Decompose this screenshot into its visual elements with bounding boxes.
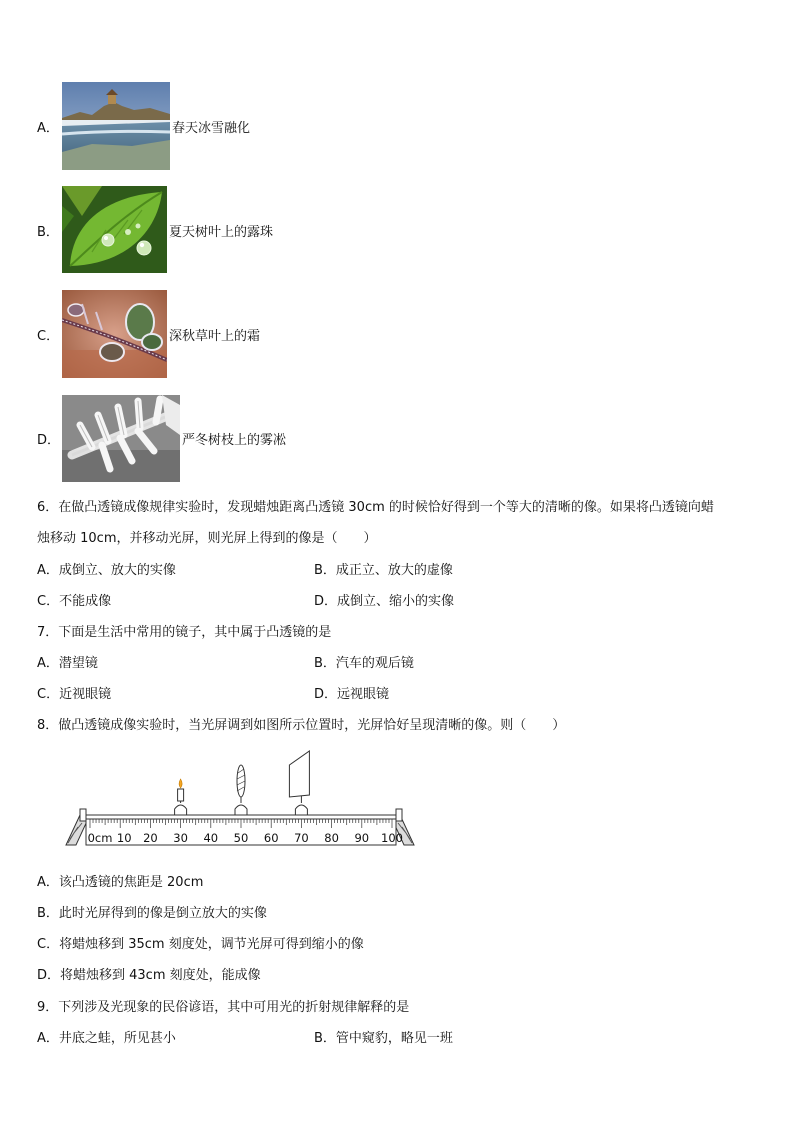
q7-option-a: A．潜望镜 <box>37 656 98 671</box>
q7-stem: 7．下面是生活中常用的镜子，其中属于凸透镜的是 <box>37 625 332 640</box>
option-letter: A． <box>37 121 59 136</box>
q7-option-c: C．近视眼镜 <box>37 687 112 702</box>
q9-option-a: A．井底之蛙，所见甚小 <box>37 1031 176 1046</box>
q6-stem-line2: 烛移动 10cm，并移动光屏，则光屏上得到的像是（ ） <box>37 531 377 546</box>
q8-option-c: C．将蜡烛移到 35cm 刻度处，调节光屏可得到缩小的像 <box>37 937 364 952</box>
option-caption: 深秋草叶上的霜 <box>169 329 261 344</box>
option-letter: B． <box>37 225 59 240</box>
q9-option-b: B．管中窥豹，略见一班 <box>314 1031 453 1046</box>
optical-bench-diagram <box>62 745 422 857</box>
q8-option-a: A．该凸透镜的焦距是 20cm <box>37 875 204 890</box>
candle-flame <box>179 779 182 788</box>
scale-label: 90 <box>354 831 370 845</box>
holder-base <box>175 805 187 815</box>
right-end-post <box>396 809 402 821</box>
q7-option-d: D．远视眼镜 <box>314 687 390 702</box>
q9-stem: 9．下列涉及光现象的民俗谚语，其中可用光的折射规律解释的是 <box>37 1000 410 1015</box>
q7-option-b: B．汽车的观后镜 <box>314 656 414 671</box>
dew-on-leaf-photo <box>62 186 167 273</box>
q6-option-b: B．成正立、放大的虚像 <box>314 563 453 578</box>
option-letter: C． <box>37 329 60 344</box>
option-caption: 春天冰雪融化 <box>172 121 251 136</box>
q6-option-d: D．成倒立、缩小的实像 <box>314 594 455 609</box>
q8-option-d: D．将蜡烛移到 43cm 刻度处，能成像 <box>37 968 261 983</box>
frost-on-leaves-photo <box>62 290 167 378</box>
scale-label: 10 <box>116 831 132 845</box>
scale-label: 60 <box>263 831 279 845</box>
scale-label: 70 <box>294 831 309 845</box>
rime-on-branch-photo <box>62 395 180 482</box>
scale-label: 80 <box>324 831 339 845</box>
left-end-post <box>80 809 86 821</box>
scale-label: 100 <box>381 831 403 845</box>
holder-base <box>295 805 307 815</box>
q8-option-b: B．此时光屏得到的像是倒立放大的实像 <box>37 906 267 921</box>
optical-bench-svg <box>62 745 422 857</box>
scale-label: 30 <box>173 831 188 845</box>
scale-label: 50 <box>233 831 249 845</box>
q6-option-c: C．不能成像 <box>37 594 112 609</box>
candle-body <box>178 789 184 801</box>
q6-stem-line1: 6．在做凸透镜成像规律实验时，发现蜡烛距离凸透镜 30cm 的时候恰好得到一个等大的清晰的像。如果将凸透镜向蜡 <box>37 500 714 515</box>
q8-stem: 8．做凸透镜成像实验时，当光屏调到如图所示位置时，光屏恰好呈现清晰的像。则（ ） <box>37 718 566 733</box>
scale-label: 0cm <box>87 831 113 845</box>
option-caption: 严冬树枝上的雾凇 <box>182 433 287 448</box>
holder-base <box>235 805 247 815</box>
scale-label: 20 <box>143 831 158 845</box>
melting-ice-lake-photo <box>62 82 170 170</box>
light-screen <box>289 751 309 797</box>
option-letter: D． <box>37 433 61 448</box>
convex-lens <box>237 765 245 797</box>
q6-option-a: A．成倒立、放大的实像 <box>37 563 176 578</box>
scale-label: 40 <box>203 831 219 845</box>
component-holders <box>175 751 310 815</box>
option-caption: 夏天树叶上的露珠 <box>169 225 274 240</box>
